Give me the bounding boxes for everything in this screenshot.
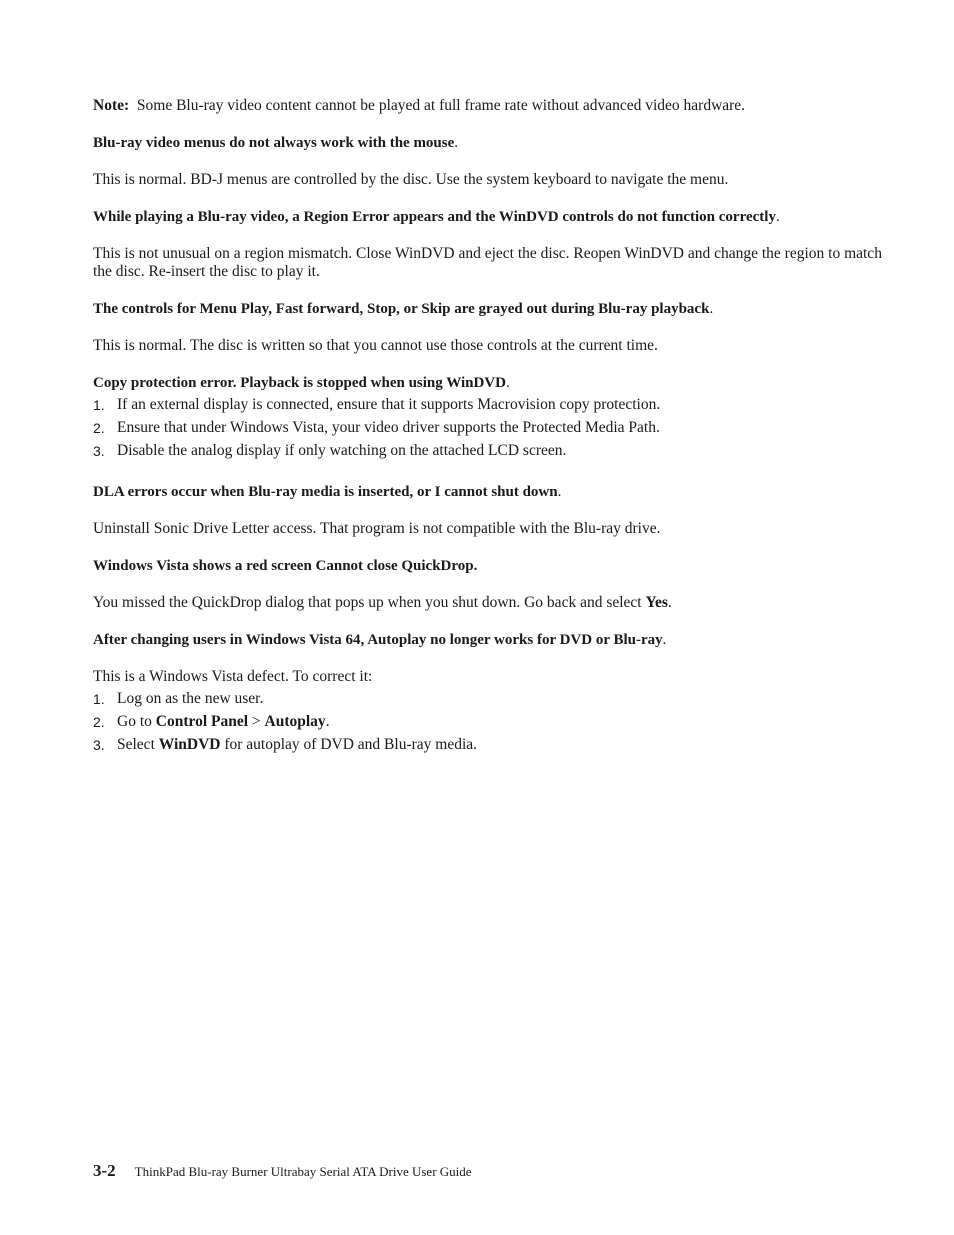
- note-text: Some Blu-ray video content cannot be played at full frame rate without advanced video hardware.: [136, 97, 746, 114]
- heading-dla-errors: DLA errors occur when Blu-ray media is inserted, or I cannot shut down.: [93, 484, 562, 500]
- list-item: 1. Log on as the new user.: [93, 690, 264, 707]
- heading-grayed-controls: The controls for Menu Play, Fast forward, Stop, or Skip are grayed out during Blu-ray playback.: [93, 301, 714, 317]
- paragraph-region-error: This is not unusual on a region mismatch. Close WinDVD and eject the disc. Reopen WinDVD and change the region to match the disc. Re-insert the disc to play it.: [93, 245, 882, 280]
- list-autoplay: [93, 690, 893, 754]
- list-copy-protection: [93, 396, 893, 460]
- paragraph-red-screen: You missed the QuickDrop dialog that pops up when you shut down. Go back and select Yes.: [93, 594, 672, 611]
- list-item: 3. Select WinDVD for autoplay of DVD and Blu-ray media.: [93, 736, 478, 753]
- list-item: 1. If an external display is connected, ensure that it supports Macrovision copy protection.: [93, 396, 661, 413]
- paragraph-grayed-controls: This is normal. The disc is written so that you cannot use those controls at the current time.: [93, 337, 658, 354]
- note-paragraph: [93, 97, 893, 115]
- heading-region-error: While playing a Blu-ray video, a Region Error appears and the WinDVD controls do not function correctly.: [93, 209, 780, 225]
- heading-red-screen: Windows Vista shows a red screen Cannot close QuickDrop.: [93, 558, 478, 574]
- paragraph-dla-errors: Uninstall Sonic Drive Letter access. That program is not compatible with the Blu-ray drive.: [93, 520, 661, 537]
- heading-copy-protection: Copy protection error. Playback is stopped when using WinDVD.: [93, 375, 510, 391]
- paragraph-autoplay: This is a Windows Vista defect. To correct it:: [93, 668, 373, 685]
- page-footer: [93, 1161, 472, 1181]
- page-number: 3-2: [93, 1161, 116, 1180]
- list-item: 3. Disable the analog display if only watching on the attached LCD screen.: [93, 442, 567, 459]
- note-label: Note:: [93, 97, 130, 114]
- list-item: 2. Ensure that under Windows Vista, your video driver supports the Protected Media Path.: [93, 419, 660, 436]
- document-body: [93, 97, 893, 759]
- list-item: 2. Go to Control Panel > Autoplay.: [93, 713, 330, 730]
- document-title: ThinkPad Blu-ray Burner Ultrabay Serial ATA Drive User Guide: [134, 1164, 472, 1179]
- paragraph-menus: This is normal. BD-J menus are controlled by the disc. Use the system keyboard to navigate the menu.: [93, 171, 729, 188]
- heading-autoplay: After changing users in Windows Vista 64, Autoplay no longer works for DVD or Blu-ray.: [93, 632, 667, 648]
- heading-menus: Blu-ray video menus do not always work with the mouse.: [93, 135, 459, 151]
